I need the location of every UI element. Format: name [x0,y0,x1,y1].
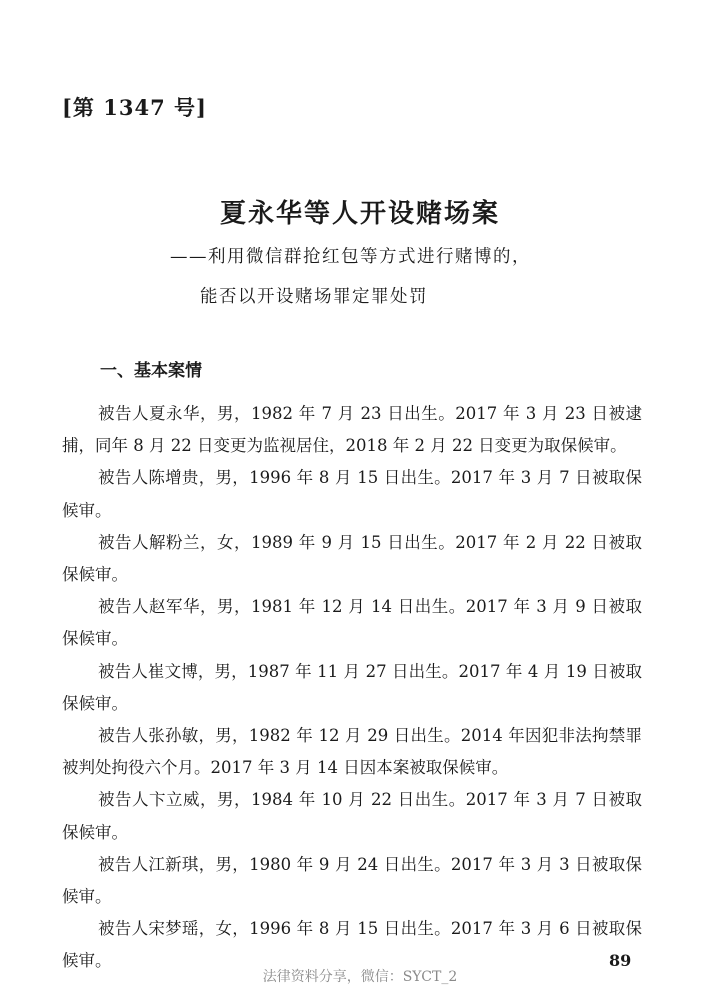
body-text [62,398,642,978]
case-number: [第 1347 号] [62,95,207,120]
page-title: 夏永华等人开设赌场案 [219,199,500,229]
paragraph-defendant-6: 被告人张孙敏，男，1982 年 12 月 29 日出生。2014 年因犯非法拘禁罪被判处拘役六个月。2017 年 3 月 14 日因本案被取保候审。 [62,726,642,778]
page-number: 89 [609,951,632,970]
watermark: 法律资料分享，微信：SYCT_2 [262,969,458,985]
section-heading: 一、基本案情 [100,361,202,381]
paragraph-defendant-4: 被告人赵军华，男，1981 年 12 月 14 日出生。2017 年 3 月 9 日被取保候审。 [62,597,642,649]
subtitle-line-1: ——利用微信群抢红包等方式进行赌博的， [170,247,531,267]
paragraph-defendant-8: 被告人江新琪，男，1980 年 9 月 24 日出生。2017 年 3 月 3 日被取保候审。 [62,854,642,907]
subtitle-line-2: 能否以开设赌场罪定罪处罚 [200,287,428,307]
paragraph-defendant-7: 被告人卞立威，男，1984 年 10 月 22 日出生。2017 年 3 月 7 日被取保候审。 [62,790,642,842]
paragraph-defendant-3: 被告人解粉兰，女，1989 年 9 月 15 日出生。2017 年 2 月 22 日被取保候审。 [62,532,642,585]
paragraph-defendant-5: 被告人崔文博，男，1987 年 11 月 27 日出生。2017 年 4 月 19 日被取保候审。 [62,661,642,713]
paragraph-defendant-9: 被告人宋梦瑶，女，1996 年 8 月 15 日出生。2017 年 3 月 6 日被取保候审。 [62,919,642,971]
paragraph-defendant-2: 被告人陈增贵，男，1996 年 8 月 15 日出生。2017 年 3 月 7 日被取保候审。 [62,468,642,520]
paragraph-defendant-1: 被告人夏永华，男，1982 年 7 月 23 日出生。2017 年 3 月 23 日被逮捕，同年 8 月 22 日变更为监视居住，2018 年 2 月 22 日变更为取保候审。 [62,404,642,456]
